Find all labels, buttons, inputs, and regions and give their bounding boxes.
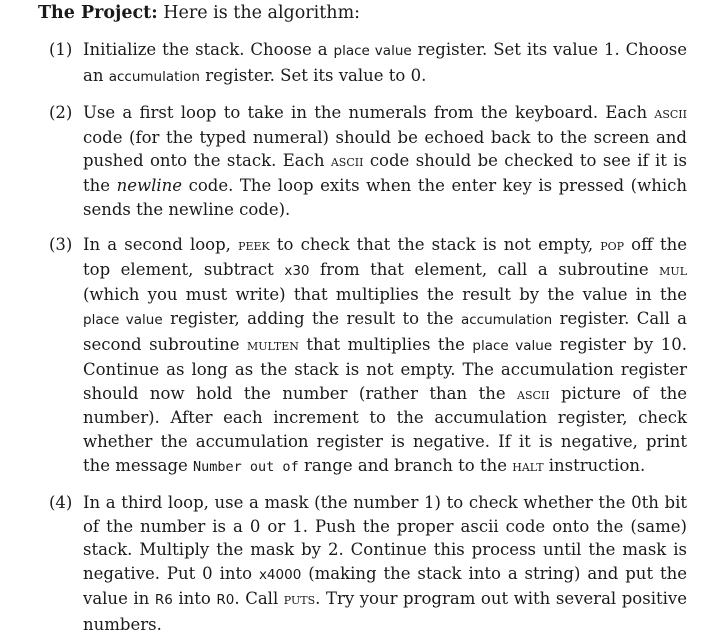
term-register-r6: R6 xyxy=(154,592,173,609)
algorithm-steps xyxy=(38,38,687,637)
step-text: (making the stack into a string) and put the value in xyxy=(83,563,687,609)
step-text: register. Set its value to 0. xyxy=(199,65,427,85)
term-accumulation: accumulation xyxy=(460,311,553,328)
step-text: code should be checked to see if it is the xyxy=(83,151,687,195)
step-text: register by 10. Continue as long as the stack is not empty. The accumulation register should now hold the number (rather than the xyxy=(83,334,687,403)
step-text: range and branch to the xyxy=(298,455,513,475)
term-puts: puts xyxy=(283,590,316,609)
step-text: from that element, call a subroutine xyxy=(309,259,660,279)
term-ascii: ascii xyxy=(654,104,687,123)
heading-label: The Project: xyxy=(38,3,158,23)
step-number: (4) xyxy=(49,493,73,513)
message-number-out-of: Number out of xyxy=(193,458,299,475)
step-text: . Try your program out with several positive numbers. xyxy=(83,589,687,635)
step-text: to check that the stack is not empty, xyxy=(269,235,601,255)
term-newline: newline xyxy=(116,175,183,195)
term-accumulation: accumulation xyxy=(108,68,200,85)
step-text: picture of the number). After each increment to the accumulation register, check whether the accumulation register is negative. If it is negative, print the message xyxy=(83,383,687,475)
step-text: register, adding the result to the xyxy=(162,308,461,328)
term-hex-x4000: x4000 xyxy=(258,566,302,583)
term-place-value: place value xyxy=(472,337,553,354)
step-1 xyxy=(38,38,687,89)
term-ascii: ascii xyxy=(517,384,550,403)
term-halt: halt xyxy=(512,456,544,475)
term-place-value: place value xyxy=(333,43,412,59)
step-text: instruction. xyxy=(543,455,646,475)
step-number: (1) xyxy=(49,40,73,59)
term-place-value: place value xyxy=(83,311,163,328)
step-number: (2) xyxy=(49,103,73,123)
step-text: code. The loop exits when the enter key is pressed (which sends the newline code). xyxy=(83,175,687,219)
step-text: register. Set its value 1. Choose an xyxy=(83,40,687,85)
step-text: register. Call a second subroutine xyxy=(83,308,687,354)
project-heading xyxy=(38,2,687,25)
term-pop: pop xyxy=(600,236,625,255)
step-text: into xyxy=(172,589,217,609)
step-3 xyxy=(38,233,687,479)
step-text: Initialize the stack. Choose a xyxy=(83,40,334,59)
step-text: Use a first loop to take in the numerals from the keyboard. Each xyxy=(83,103,655,123)
step-text: In a third loop, use a mask (the number 1) to check whether the 0th bit of the number is a 0 or 1. Push the proper ascii code onto the (same) stack. Multiply the mask by 2. Continue this process until the mask is negative. Put 0 into xyxy=(83,493,687,583)
term-peek: peek xyxy=(238,236,270,255)
step-text: that multiplies the xyxy=(298,334,473,354)
step-text: In a second loop, xyxy=(83,235,239,255)
heading-text: Here is the algorithm: xyxy=(157,3,361,23)
term-ascii: ascii xyxy=(330,152,364,171)
term-register-r0: R0 xyxy=(216,592,235,609)
step-4 xyxy=(38,491,687,637)
step-text: (which you must write) that multiplies the result by the value in the xyxy=(83,285,687,305)
step-number: (3) xyxy=(49,235,73,255)
term-hex-x30: x30 xyxy=(284,262,310,279)
step-2 xyxy=(38,101,687,221)
step-text: code (for the typed numeral) should be echoed back to the screen and pushed onto the stack. Each xyxy=(83,127,687,171)
term-multen: multen xyxy=(246,335,299,354)
step-text: off the top element, subtract xyxy=(83,235,687,279)
step-text: . Call xyxy=(234,589,284,609)
term-mul: mul xyxy=(659,260,687,279)
